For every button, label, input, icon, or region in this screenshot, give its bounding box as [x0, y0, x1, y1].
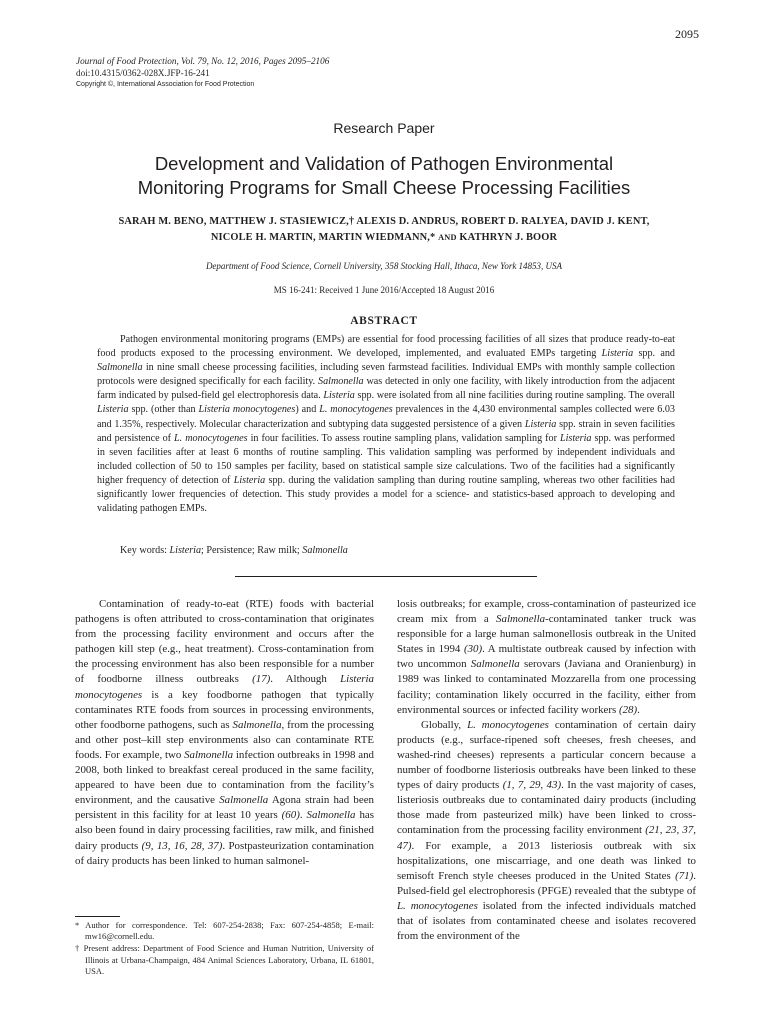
abstract-italic-term: Listeria — [323, 390, 355, 402]
manuscript-info: MS 16-241: Received 1 June 2016/Accepted 18 August 2016 — [273, 285, 495, 295]
italic-term: Listeria monocytogenes — [75, 673, 374, 701]
text-run: has also been found in dairy processing facilities, raw milk, and finished dairy products — [75, 809, 374, 852]
body-column-right — [397, 597, 696, 944]
citation-ref: (21, 23, 37, 47) — [397, 824, 696, 852]
abstract-italic-term: L. monocytogenes — [319, 404, 393, 416]
citation-ref: (1, 7, 29, 43) — [502, 779, 562, 792]
text-run: . Postpasteurization contamination of dairy products has been linked to human salmonel- — [75, 839, 375, 867]
footnote-divider — [75, 916, 120, 917]
citation-ref: (60) — [281, 809, 300, 822]
footnotes — [75, 920, 374, 977]
text-run: -contaminated tanker truck was responsible for a large human salmonellosis outbreak in the United States in 1994 — [397, 613, 697, 656]
abstract-text-run: in nine small cheese processing facilities, including seven farmstead facilities. Individual EMPs with monthly sample collection protocols were designed specifically for each facility. — [97, 362, 675, 388]
doi: doi:10.4315/0362-028X.JFP-16-241 — [76, 67, 210, 78]
text-run: is a key foodborne pathogen that typically contaminates RTE foods from sources in processing environments, other foodborne pathogens, such as — [75, 688, 374, 731]
text-run: . — [299, 809, 307, 822]
text-run: , from the processing and other post–kill step environments also can contaminate RTE foods. For example, two — [75, 718, 374, 761]
journal-citation: Journal of Food Protection, Vol. 79, No. 12, 2016, Pages 2095–2106 — [76, 56, 330, 66]
abstract-italic-term: Listeria — [97, 404, 129, 416]
text-run: Globally, — [421, 718, 468, 731]
authors-line-2 — [40, 230, 728, 246]
footnote-correspondence: * Author for correspondence. Tel: 607-254-2838; Fax: 607-254-4858; E-mail: mw16@cornell.edu. — [75, 920, 374, 942]
abstract-italic-term: Listeria — [601, 348, 634, 360]
paper-title — [40, 152, 728, 200]
author-list — [40, 214, 728, 246]
abstract-text-run: spp. strain in seven facilities and persistence of — [97, 418, 675, 444]
abstract-text-run: was detected in only one facility, with likely introduction from the adjacent farm indicated by pulsed-field gel electrophoresis data. — [97, 376, 675, 402]
text-run: losis outbreaks; for example, cross-contamination of pasteurized ice cream mix from a — [397, 598, 696, 626]
text-run: infection outbreaks in 1998 and 2008, both linked to breakfast cereal produced in the same facility, appeared to have been due to contamination from the facility’s environment, and the causative — [75, 748, 374, 807]
text-run: serovars (Javiana and Oranienburg) in 1989 was linked to contaminated Mozzarella from one processing facility; contamination likely occurred in the facility, either from environmental sources or infected facility workers — [397, 658, 696, 716]
footnote-present-address: † Present address: Department of Food Science and Human Nutrition, University of Illinois at Urbana-Champaign, 484 Animal Sciences Laboratory, Urbana, IL 61801, USA. — [75, 943, 374, 976]
text-run: . A multistate outbreak caused by infection with two uncommon — [397, 643, 696, 671]
italic-term: Salmonella — [306, 809, 356, 822]
citation-ref: (30) — [463, 643, 483, 656]
authors-line-2-b: KATHRYN J. BOOR — [456, 232, 558, 243]
text-run: . Pulsed-field gel electrophoresis (PFGE) revealed that the subtype of — [397, 869, 696, 897]
italic-term: Salmonella — [470, 658, 520, 671]
keywords-label: Key words: — [120, 545, 170, 556]
body-paragraph — [75, 597, 374, 869]
body-paragraph — [397, 597, 696, 718]
citation-ref: (9, 13, 16, 28, 37) — [141, 839, 223, 852]
citation-ref: (71) — [675, 869, 694, 882]
abstract-heading: ABSTRACT — [350, 315, 418, 327]
text-run: . For example, a 2013 listeriosis outbreak with six hospitalizations, one miscarriage, and one death was linked to semisoft French style cheeses produced in the United States — [397, 839, 696, 882]
abstract-italic-term: L. monocytogenes — [174, 432, 248, 444]
abstract-text-run: prevalences in the 4,430 environmental samples collected were 6.03 and 1.35%, respectively. Molecular characterization and subtyping data suggested persistence of a given — [97, 404, 675, 430]
abstract-italic-term: Listeria — [559, 432, 592, 444]
abstract-text-run: spp. and — [633, 348, 675, 360]
authors-line-1: SARAH M. BENO, MATTHEW J. STASIEWICZ,† ALEXIS D. ANDRUS, ROBERT D. RALYEA, DAVID J. KENT, — [118, 216, 650, 227]
italic-term: Salmonella — [184, 748, 234, 761]
keywords-list: ; Persistence; Raw milk; — [201, 545, 303, 556]
italic-term: L. monocytogenes — [397, 899, 478, 912]
text-run: Agona strain had been persistent in this facility for at least 10 years — [75, 794, 374, 822]
body-column-left — [75, 597, 374, 869]
keywords — [120, 545, 348, 556]
abstract-text-run: spp. during the validation sampling than during routine sampling, whereas two other facilities had significantly lower frequencies of detection. This study provides a model for a science- and statistics-based approach to developing and validating pathogen EMPs. — [97, 474, 675, 515]
keyword: Listeria — [169, 545, 202, 556]
text-run: Contamination of ready-to-eat (RTE) foods with bacterial pathogens is often attributed to cross-contamination that originates from the processing facility environment and occurs after the pathogen kill step (e.g., heat treatment). Cross-contamination from the processing environment has also been responsible for a number of foodborne illness outbreaks — [75, 598, 374, 686]
text-run: . In the vast majority of cases, listeriosis outbreaks due to contaminated dairy products (including those made from pasteurized milk) have been linked to cross-contamination from the processing facility environment — [397, 779, 697, 837]
abstract-text-run: spp. were isolated from all nine facilities during routine sampling. The overall — [354, 390, 675, 402]
italic-term: Salmonella — [219, 794, 269, 807]
citation-ref: (17) — [252, 673, 271, 686]
affiliation: Department of Food Science, Cornell University, 358 Stocking Hall, Ithaca, New York 14853, USA — [205, 261, 563, 271]
copyright: Copyright ©, International Association for Food Protection — [76, 81, 255, 88]
abstract-italic-term: Listeria monocytogenes — [198, 404, 296, 416]
italic-term: Salmonella — [496, 613, 546, 626]
title-line-1: Development and Validation of Pathogen Environmental — [154, 153, 614, 174]
page-number: 2095 — [675, 27, 699, 41]
abstract-text-run: spp. was performed in seven facilities after at least 6 months of routine sampling. This validation sampling was performed by independent individuals and included collection of 50 to 150 samples per facility, based on statistical sample size calculations. Two of the facilities had a significantly higher frequency of detection of — [97, 432, 675, 486]
abstract-text-run: in four facilities. To assess routine sampling plans, validation sampling for — [247, 432, 560, 444]
italic-term: L. monocytogenes — [467, 718, 549, 731]
keyword: Salmonella — [302, 545, 348, 556]
abstract-text-run: Pathogen environmental monitoring programs (EMPs) are essential for food processing facilities of all sizes that produce ready-to-eat food products exposed to the processing environment. We developed, implemented, and evaluated EMPs targeting — [97, 334, 675, 360]
text-run: . Although — [270, 673, 341, 686]
italic-term: Salmonella — [232, 718, 282, 731]
citation-ref: (28) — [618, 703, 638, 716]
authors-line-2-a: NICOLE H. MARTIN, MARTIN WIEDMANN,* — [210, 232, 439, 243]
abstract-italic-term: Salmonella — [318, 376, 364, 388]
paper-type: Research Paper — [333, 120, 435, 136]
text-run: . — [637, 703, 640, 716]
body-paragraph — [397, 718, 696, 944]
journal-header — [76, 56, 329, 91]
abstract-italic-term: Salmonella — [97, 362, 143, 374]
text-run: contamination of certain dairy products (e.g., surface-ripened soft cheeses, fresh cheeses, and washed-rind cheeses) represents a particular concern because a number of foodborne listeriosis outbreaks have been linked to these types of dairy products — [397, 718, 696, 792]
abstract-text — [97, 333, 675, 516]
abstract-text-run: spp. (other than — [128, 404, 199, 416]
title-line-2: Monitoring Programs for Small Cheese Processing Facilities — [137, 177, 631, 198]
abstract-italic-term: Listeria — [524, 418, 557, 430]
section-divider — [235, 576, 537, 577]
authors-and: AND — [438, 233, 457, 242]
text-run: isolated from the infected individuals matched that of isolates from contaminated cheese and isolates recovered from the environment of the — [397, 899, 696, 943]
abstract-italic-term: Listeria — [233, 474, 266, 486]
abstract-text-run: ) and — [295, 404, 320, 416]
